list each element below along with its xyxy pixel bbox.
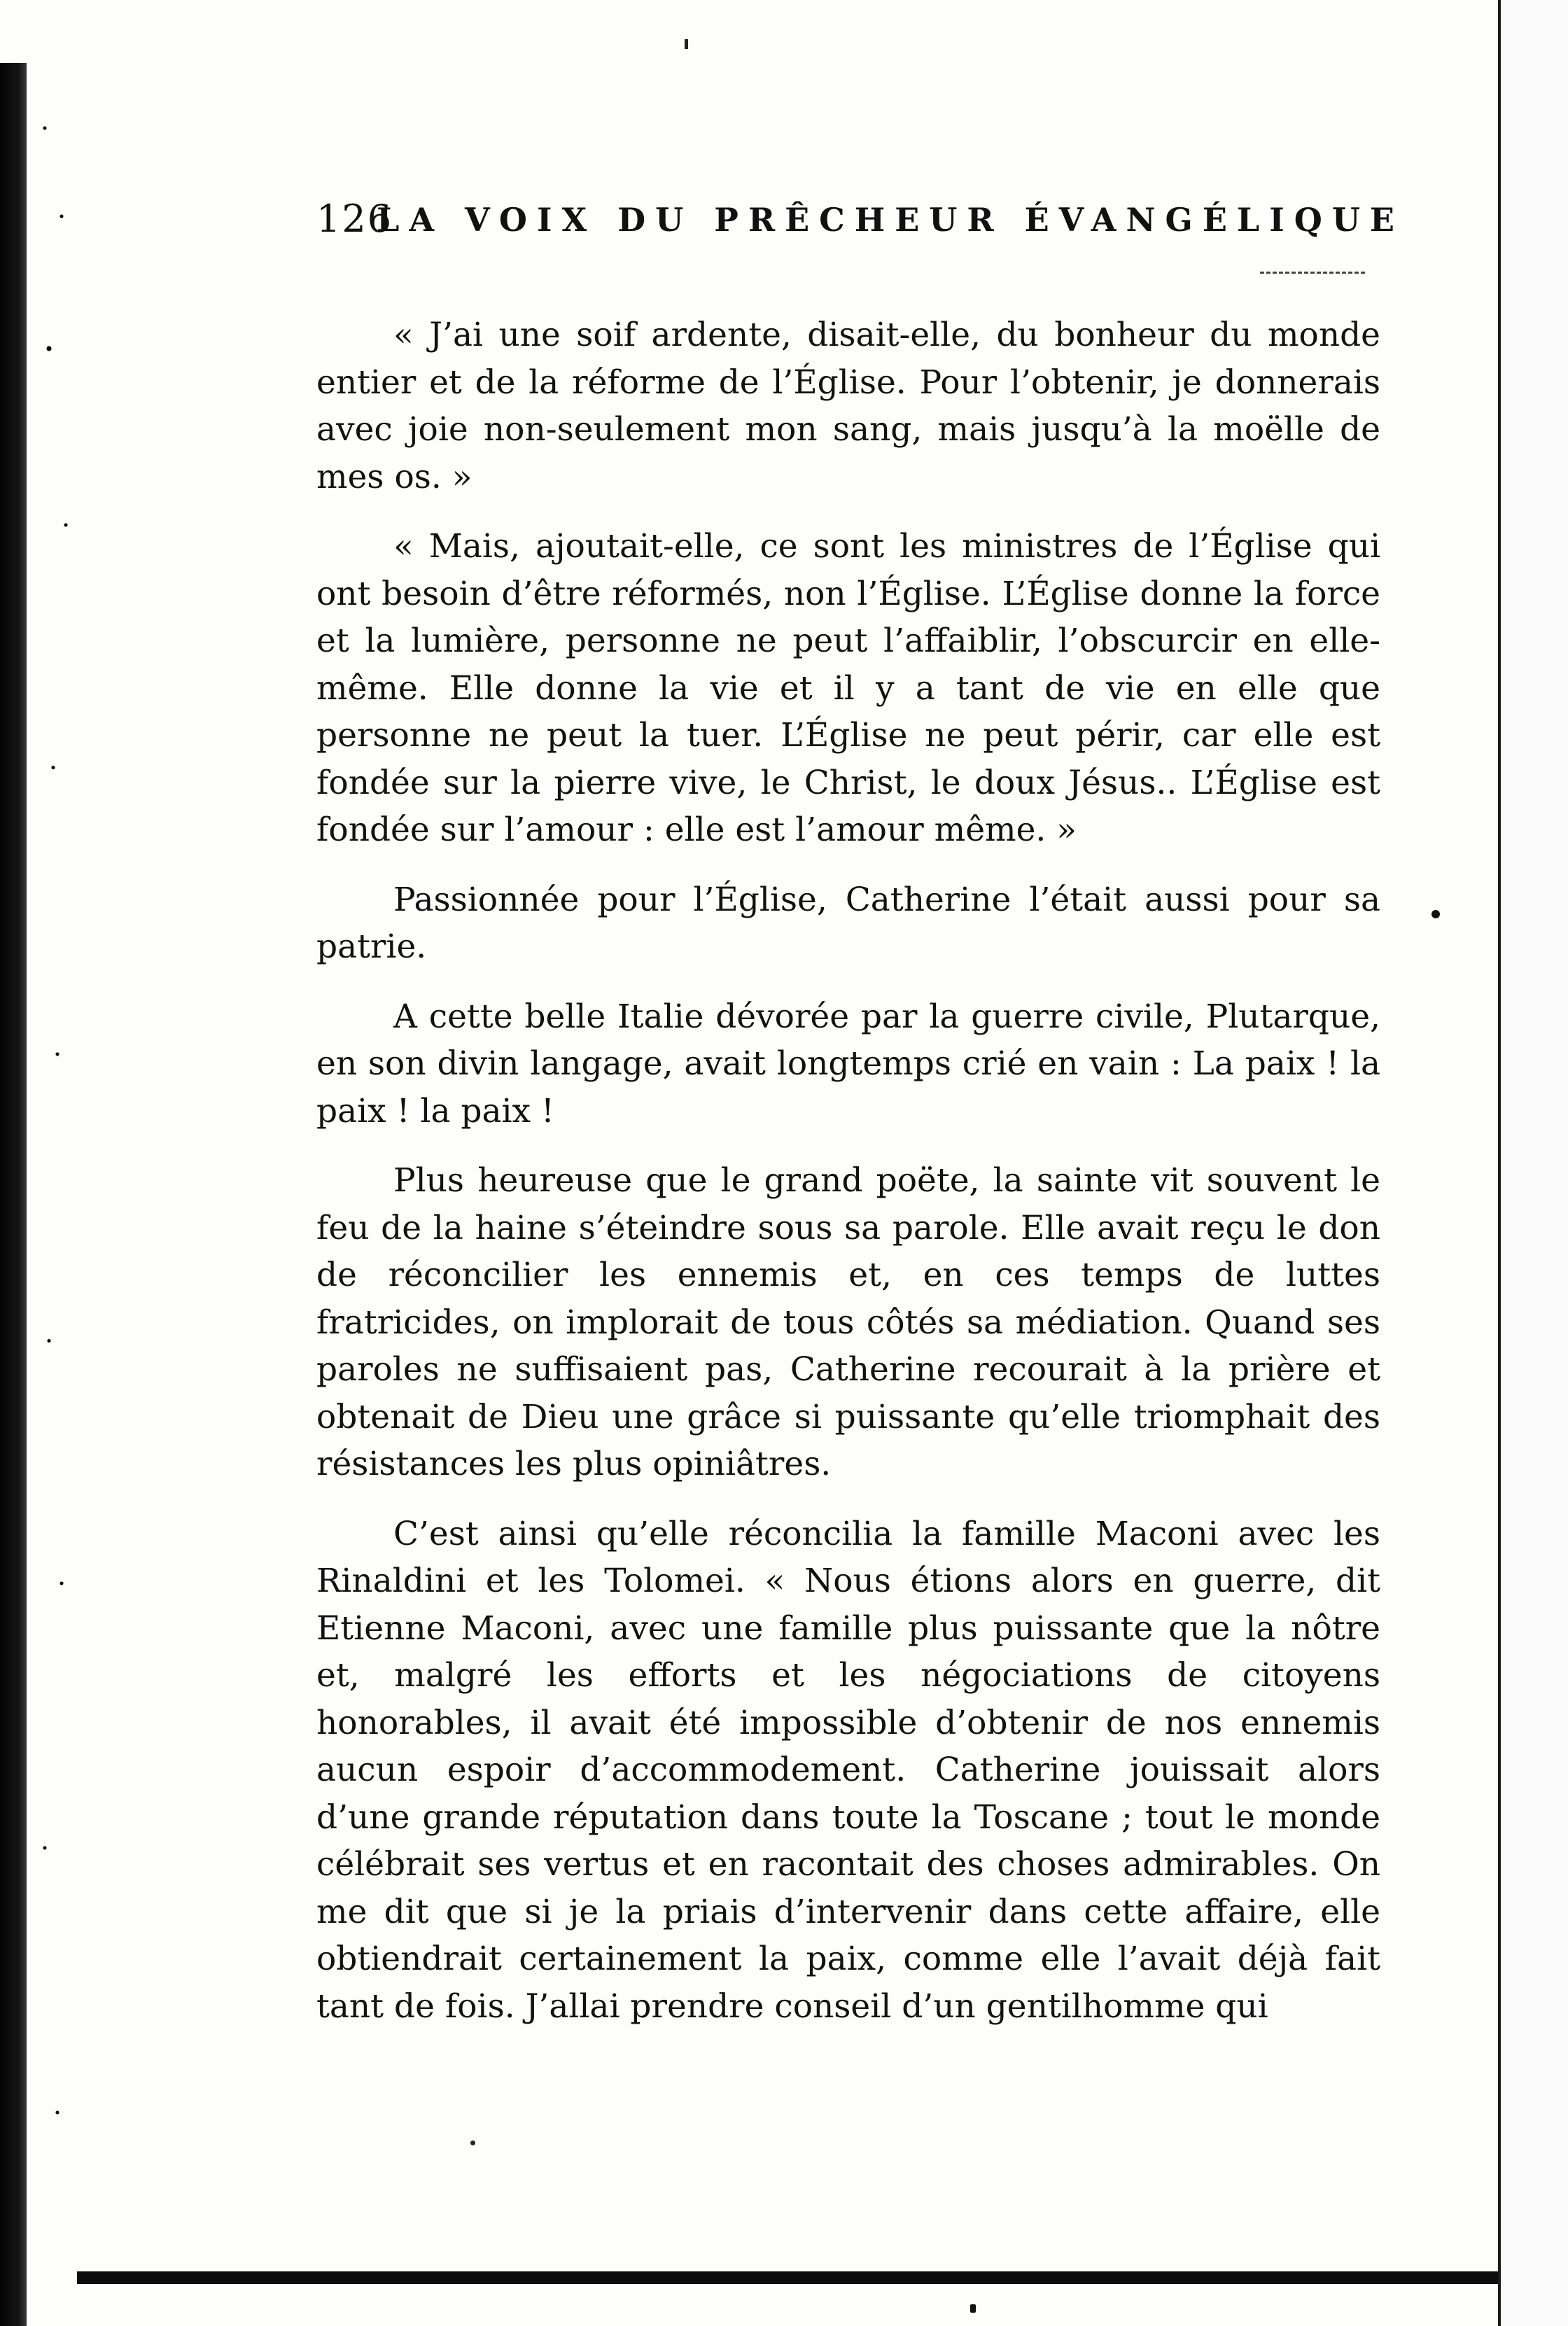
scan-bottom-edge (77, 2271, 1498, 2284)
margin-mark (1432, 910, 1440, 918)
paragraph: « J’ai une soif ardente, disait-elle, du bonheur du monde entier et de la réforme de l’Église. Pour l’obtenir, je donnerais avec joie non-seulement mon sang, mais jusqu’à la moëlle de mes os. » (316, 316, 1380, 496)
scan-mark (970, 2304, 976, 2313)
scan-mark (685, 39, 688, 49)
page-number: 126 (316, 197, 393, 241)
scan-right-edge (1498, 0, 1568, 2326)
scan-mark (470, 2141, 475, 2145)
header-rule (1260, 272, 1365, 274)
running-head: LA VOIX DU PRÊCHEUR ÉVANGÉLIQUE (377, 201, 1404, 239)
paragraph: C’est ainsi qu’elle réconcilia la famille Maconi avec les Rinaldini et les Tolomei. « Nous étions alors en guerre, dit Etienne Maconi, avec une famille plus puissante que la nôtre et, malgré les efforts et les négociations de citoyens honorables, il avait été impossible d’obtenir de nos ennemis aucun espoir d’accommodement. Catherine jouissait alors d’une grande réputation dans toute la Toscane ; tout le monde célébrait ses vertus et en racontait des choses admirables. On me dit que si je la priais d’intervenir dans cette affaire, elle obtiendrait certainement la paix, comme elle l’avait déjà fait tant de fois. J’allai prendre conseil d’un gentilhomme qui (316, 1514, 1380, 2026)
page-header (316, 195, 1404, 251)
paragraph: Plus heureuse que le grand poëte, la sainte vit souvent le feu de la haine s’éteindre sous sa parole. Elle avait reçu le don de réconcilier les ennemis et, en ces temps de luttes fratricides, on implorait de tous côtés sa médiation. Quand ses paroles ne suffisaient pas, Catherine recourait à la prière et obtenait de Dieu une grâce si puissante qu’elle triomphait des résistances les plus opiniâtres. (316, 1161, 1380, 1483)
scan-specks (36, 84, 78, 2289)
paragraph: Passionnée pour l’Église, Catherine l’était aussi pour sa patrie. (316, 880, 1380, 966)
paragraph: « Mais, ajoutait-elle, ce sont les ministres de l’Église qui ont besoin d’être réformés, non l’Église. L’Église donne la force et la lumière, personne ne peut l’affaiblir, l’obscurcir en elle-même. Elle donne la vie et il y a tant de vie en elle que personne ne peut la tuer. L’Église ne peut périr, car elle est fondée sur la pierre vive, le Christ, le doux Jésus.. L’Église est fondée sur l’amour : elle est l’amour même. » (316, 527, 1380, 849)
paragraph: A cette belle Italie dévorée par la guerre civile, Plutarque, en son divin langage, avait longtemps crié en vain : La paix ! la paix ! la paix ! (316, 997, 1380, 1130)
body-text (316, 311, 1380, 2052)
scan-left-edge (0, 63, 27, 2326)
